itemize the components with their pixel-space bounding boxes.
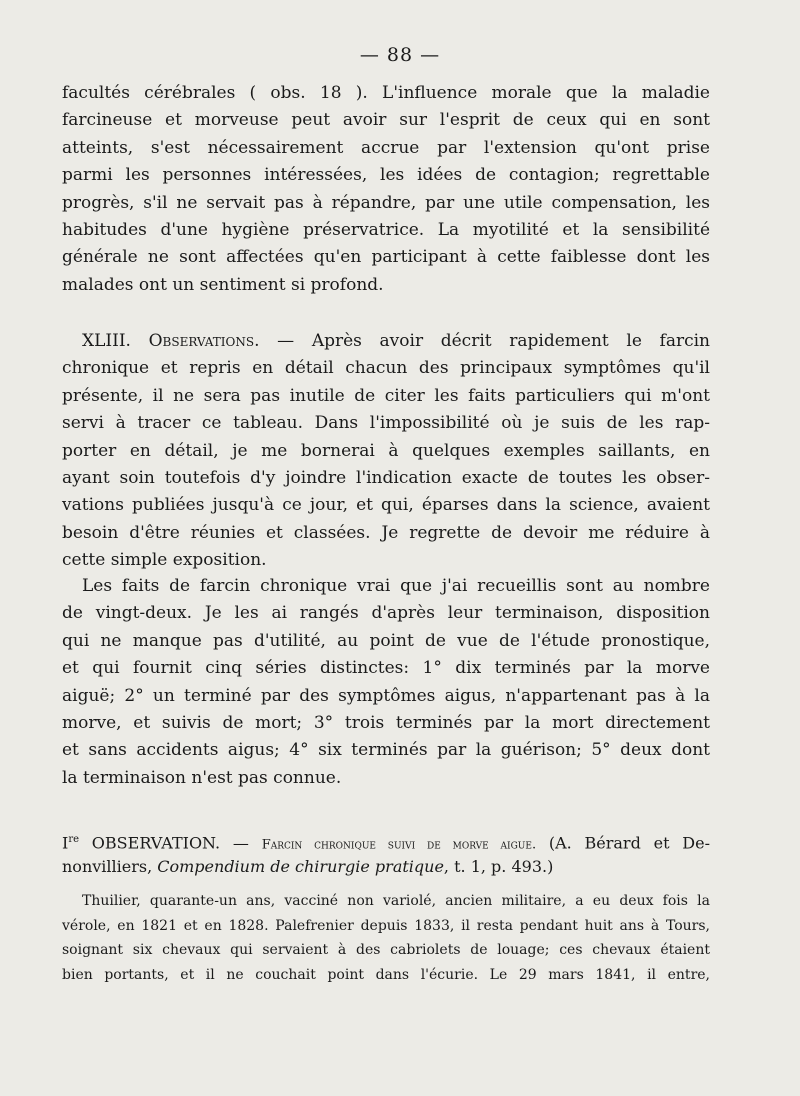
text-line: générale ne sont affectées qu'en participant à cette faiblesse dont les bbox=[62, 247, 710, 268]
case-text bbox=[62, 889, 710, 987]
text-line: habitudes d'une hygiène préservatrice. La myotilité et la sensibilité bbox=[62, 219, 710, 240]
text-line: farcineuse et morveuse peut avoir sur l'esprit de ceux qui en sont bbox=[62, 110, 710, 131]
text-line bbox=[62, 826, 710, 853]
text-line: soignant six chevaux qui servaient à des cabriolets de louage; ces chevaux étaient bbox=[62, 942, 710, 958]
text-run: — bbox=[220, 833, 262, 853]
text-line: facultés cérébrales ( obs. 18 ). L'influence morale que la maladie bbox=[62, 83, 710, 103]
text-run: (A. Bérard et De- bbox=[536, 833, 710, 853]
observation-title: Farcin chronique suivi de morve aigue. bbox=[261, 837, 537, 853]
observation-number-suffix: re bbox=[68, 834, 80, 845]
text-line: progrès, s'il ne servait pas à répandre, par une utile compensation, les bbox=[62, 192, 710, 213]
text-line: aiguë; 2° un terminé par des symptômes aigus, n'appartenant pas à la bbox=[62, 685, 710, 706]
text-run: , t. 1, p. 493.) bbox=[443, 857, 554, 877]
text-line: malades ont un sentiment si profond. bbox=[62, 274, 384, 295]
observation-label: OBSERVATION. bbox=[79, 833, 221, 853]
text-line bbox=[62, 853, 710, 880]
text-line: porter en détail, je me bornerai à quelques exemples saillants, en bbox=[62, 440, 710, 461]
work-title: Compendium de chirurgie pratique bbox=[157, 857, 444, 877]
observation-heading bbox=[62, 826, 710, 881]
text-line: vérole, en 1821 et en 1828. Palefrenier depuis 1833, il resta pendant huit ans à Tours, bbox=[62, 917, 710, 934]
text-line: la terminaison n'est pas connue. bbox=[62, 767, 342, 788]
text-line: ayant soin toutefois d'y joindre l'indication exacte de toutes les obser- bbox=[62, 467, 710, 488]
text-line: Les faits de farcin chronique vrai que j'ai recueillis sont au nombre bbox=[82, 576, 710, 596]
text-line: de vingt-deux. Je les ai rangés d'après leur terminaison, disposition bbox=[62, 603, 710, 624]
text-line bbox=[62, 328, 710, 355]
text-line: présente, il ne sera pas inutile de citer les faits particuliers qui m'ont bbox=[62, 385, 710, 406]
text-line: morve, et suivis de mort; 3° trois terminés par la mort directement bbox=[62, 712, 710, 733]
text-line: et sans accidents aigus; 4° six terminés par la guérison; 5° deux dont bbox=[62, 740, 710, 761]
text-run: nonvilliers, bbox=[62, 857, 158, 877]
page-number: — 88 — bbox=[359, 44, 441, 66]
text-line: parmi les personnes intéressées, les idées de contagion; regrettable bbox=[62, 165, 710, 186]
text-line: besoin d'être réunies et classées. Je regrette de devoir me réduire à bbox=[62, 522, 710, 543]
text-run: — Après avoir décrit rapidement le farcin bbox=[259, 331, 710, 351]
section-heading: XLIII. Observations. bbox=[82, 331, 260, 351]
text-line: bien portants, et il ne couchait point dans l'écurie. Le 29 mars 1841, il entre, bbox=[62, 966, 710, 983]
text-line: atteints, s'est nécessairement accrue par l'extension qu'ont prise bbox=[62, 137, 710, 158]
observation-number: I bbox=[62, 833, 69, 853]
text-line: et qui fournit cinq séries distinctes: 1° dix terminés par la morve bbox=[62, 658, 710, 679]
text-line: servi à tracer ce tableau. Dans l'impossibilité où je suis de les rap- bbox=[62, 413, 710, 434]
text-line: Thuilier, quarante-un ans, vacciné non variolé, ancien militaire, a eu deux fois la bbox=[82, 893, 710, 909]
paragraph-1 bbox=[62, 80, 710, 299]
text-line: cette simple exposition. bbox=[62, 550, 267, 571]
text-line: vations publiées jusqu'à ce jour, et qui, éparses dans la science, avaient bbox=[62, 495, 710, 516]
text-line: chronique et repris en détail chacun des principaux symptômes qu'il bbox=[62, 358, 710, 379]
text-line: qui ne manque pas d'utilité, au point de vue de l'étude pronostique, bbox=[62, 630, 710, 651]
paragraph-observations-intro bbox=[62, 328, 710, 575]
paragraph-3 bbox=[62, 573, 710, 792]
